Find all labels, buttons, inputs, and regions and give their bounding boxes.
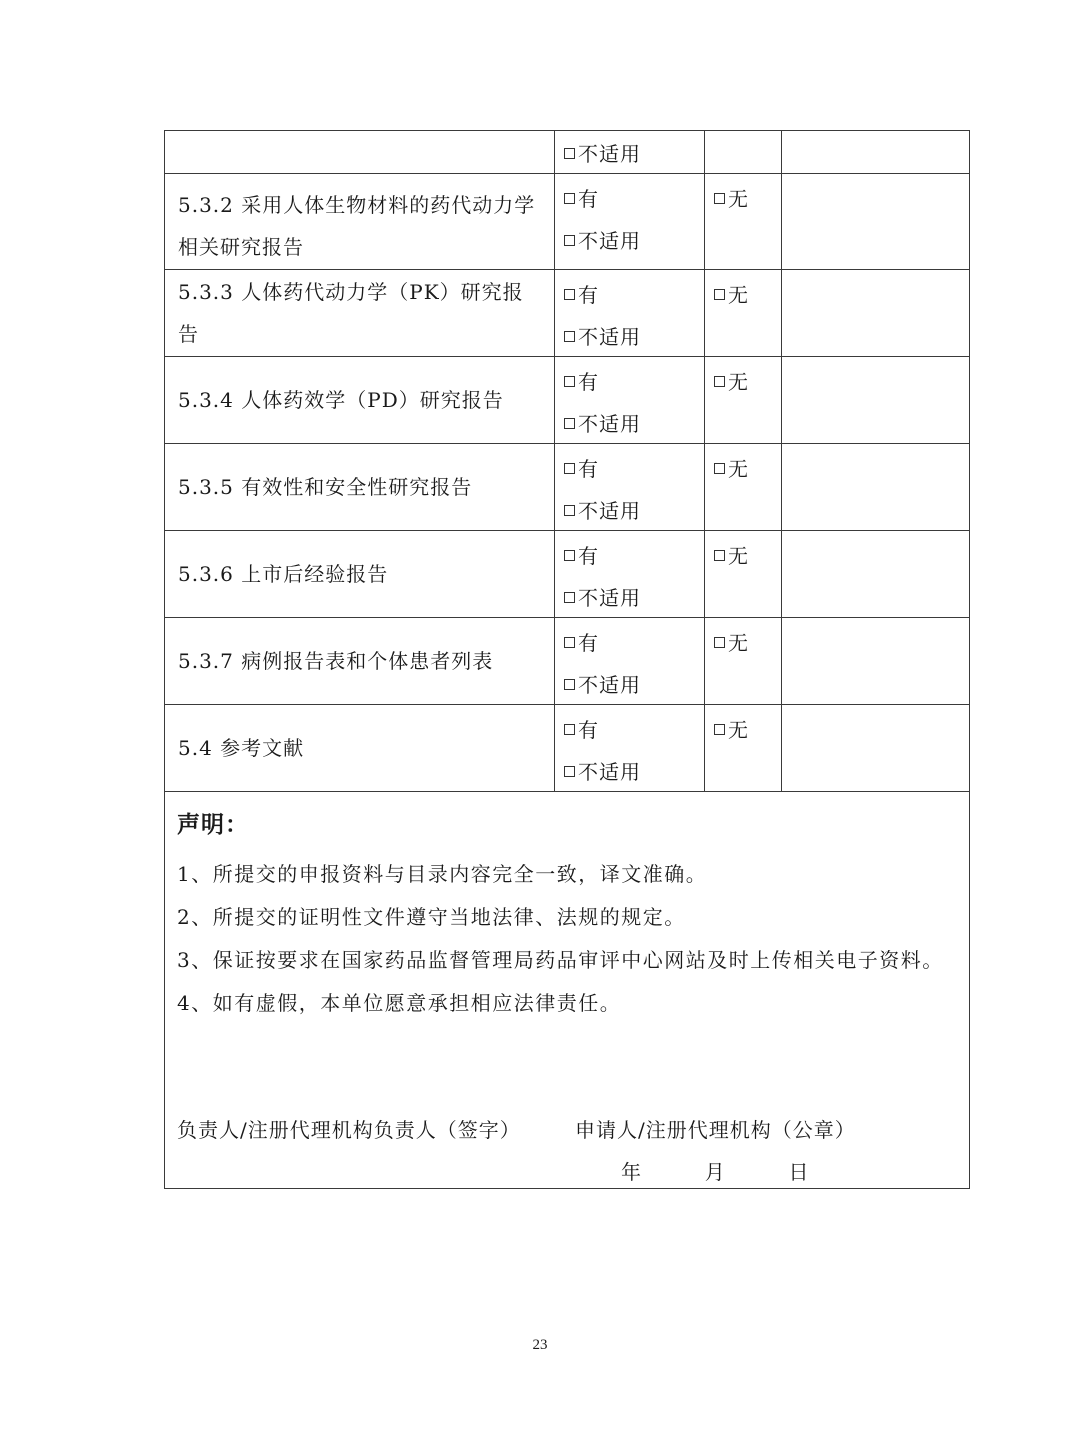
checkbox-icon[interactable] xyxy=(564,235,575,246)
option-label: 不适用 xyxy=(578,141,641,166)
remark-cell xyxy=(782,131,970,174)
option-label: 不适用 xyxy=(578,759,641,784)
option-not-applicable[interactable] xyxy=(555,314,704,356)
options-yes-cell xyxy=(555,131,705,174)
item-label: 5.4 参考文献 xyxy=(178,736,305,760)
table-row xyxy=(165,531,970,618)
options-yes-cell xyxy=(555,174,705,270)
remark-cell xyxy=(782,270,970,357)
option-not-applicable[interactable] xyxy=(555,131,704,173)
signature-applicant-seal: 申请人/注册代理机构（公章） xyxy=(575,1118,856,1142)
checkbox-icon[interactable] xyxy=(714,193,725,204)
options-no-cell xyxy=(705,174,782,270)
declaration-item: 1、所提交的申报资料与目录内容完全一致，译文准确。 xyxy=(177,862,708,886)
options-no-cell xyxy=(705,357,782,444)
options-no-cell xyxy=(705,705,782,792)
option-label: 不适用 xyxy=(578,411,641,436)
options-yes-cell xyxy=(555,618,705,705)
checkbox-icon[interactable] xyxy=(564,376,575,387)
option-label: 有 xyxy=(578,543,599,568)
option-yes[interactable] xyxy=(555,176,704,218)
checkbox-icon[interactable] xyxy=(564,637,575,648)
option-not-applicable[interactable] xyxy=(555,749,704,791)
option-label: 不适用 xyxy=(578,672,641,697)
item-label: 5.3.6 上市后经验报告 xyxy=(178,562,389,586)
item-label: 5.3.2 采用人体生物材料的药代动力学相关研究报告 xyxy=(178,193,536,259)
options-no-cell xyxy=(705,531,782,618)
option-yes[interactable] xyxy=(555,446,704,488)
option-label: 有 xyxy=(578,186,599,211)
checkbox-icon[interactable] xyxy=(564,331,575,342)
option-label: 无 xyxy=(728,186,749,211)
declaration-item: 3、保证按要求在国家药品监督管理局药品审评中心网站及时上传相关电子资料。 xyxy=(177,948,944,972)
option-no[interactable] xyxy=(705,620,781,662)
option-label: 有 xyxy=(578,717,599,742)
options-no-cell xyxy=(705,618,782,705)
table-row xyxy=(165,444,970,531)
options-no-cell xyxy=(705,444,782,531)
checkbox-icon[interactable] xyxy=(714,376,725,387)
declaration-cell xyxy=(165,792,970,1189)
checkbox-icon[interactable] xyxy=(564,418,575,429)
checkbox-icon[interactable] xyxy=(714,637,725,648)
option-yes[interactable] xyxy=(555,620,704,662)
option-not-applicable[interactable] xyxy=(555,575,704,617)
item-cell xyxy=(165,705,555,792)
item-cell xyxy=(165,444,555,531)
option-yes[interactable] xyxy=(555,359,704,401)
option-label: 无 xyxy=(728,456,749,481)
declaration-item: 4、如有虚假，本单位愿意承担相应法律责任。 xyxy=(177,991,622,1015)
remark-cell xyxy=(782,705,970,792)
option-not-applicable[interactable] xyxy=(555,662,704,704)
option-label: 不适用 xyxy=(578,324,641,349)
checkbox-icon[interactable] xyxy=(564,505,575,516)
option-label: 不适用 xyxy=(578,585,641,610)
signature-responsible-person: 负责人/注册代理机构负责人（签字） xyxy=(177,1118,521,1142)
option-no[interactable] xyxy=(705,533,781,575)
option-not-applicable[interactable] xyxy=(555,488,704,530)
option-label: 有 xyxy=(578,369,599,394)
options-yes-cell xyxy=(555,531,705,618)
table-row xyxy=(165,174,970,270)
item-cell xyxy=(165,618,555,705)
remark-cell xyxy=(782,357,970,444)
option-label: 不适用 xyxy=(578,228,641,253)
date-day: 日 xyxy=(788,1160,810,1184)
declaration-title: 声明： xyxy=(177,812,249,838)
option-yes[interactable] xyxy=(555,272,704,314)
options-yes-cell xyxy=(555,357,705,444)
option-label: 无 xyxy=(728,717,749,742)
options-no-cell xyxy=(705,131,782,174)
options-yes-cell xyxy=(555,705,705,792)
item-label: 5.3.3 人体药代动力学（PK）研究报告 xyxy=(178,280,524,346)
option-no[interactable] xyxy=(705,176,781,218)
checkbox-icon[interactable] xyxy=(714,289,725,300)
checkbox-icon[interactable] xyxy=(714,463,725,474)
table-row xyxy=(165,357,970,444)
option-label: 有 xyxy=(578,456,599,481)
option-label: 有 xyxy=(578,630,599,655)
options-yes-cell xyxy=(555,444,705,531)
options-yes-cell xyxy=(555,270,705,357)
item-label: 5.3.4 人体药效学（PD）研究报告 xyxy=(178,388,504,412)
item-cell xyxy=(165,174,555,270)
option-yes[interactable] xyxy=(555,533,704,575)
date-line xyxy=(621,1156,809,1185)
option-no[interactable] xyxy=(705,272,781,314)
remark-cell xyxy=(782,444,970,531)
option-label: 无 xyxy=(728,369,749,394)
option-label: 无 xyxy=(728,630,749,655)
item-cell xyxy=(165,357,555,444)
checkbox-icon[interactable] xyxy=(564,724,575,735)
option-no[interactable] xyxy=(705,446,781,488)
checkbox-icon[interactable] xyxy=(564,463,575,474)
option-not-applicable[interactable] xyxy=(555,218,704,260)
option-label: 无 xyxy=(728,543,749,568)
item-cell xyxy=(165,270,555,357)
checkbox-icon[interactable] xyxy=(714,550,725,561)
remark-cell xyxy=(782,618,970,705)
checkbox-icon[interactable] xyxy=(564,550,575,561)
item-label: 5.3.7 病例报告表和个体患者列表 xyxy=(178,649,494,673)
option-no[interactable] xyxy=(705,707,781,749)
checkbox-icon[interactable] xyxy=(564,592,575,603)
declaration-row xyxy=(165,792,970,1189)
table-row xyxy=(165,270,970,357)
options-no-cell xyxy=(705,270,782,357)
remark-cell xyxy=(782,174,970,270)
checkbox-icon[interactable] xyxy=(564,193,575,204)
item-label: 5.3.5 有效性和安全性研究报告 xyxy=(178,475,473,499)
option-label: 不适用 xyxy=(578,498,641,523)
option-not-applicable[interactable] xyxy=(555,401,704,443)
table-row xyxy=(165,131,970,174)
option-label: 有 xyxy=(578,282,599,307)
date-year: 年 xyxy=(621,1160,642,1184)
checkbox-icon[interactable] xyxy=(564,679,575,690)
checkbox-icon[interactable] xyxy=(714,724,725,735)
table-row xyxy=(165,705,970,792)
option-no[interactable] xyxy=(705,359,781,401)
checkbox-icon[interactable] xyxy=(564,289,575,300)
table-row xyxy=(165,618,970,705)
remark-cell xyxy=(782,531,970,618)
option-label: 无 xyxy=(728,282,749,307)
date-month: 月 xyxy=(704,1160,726,1184)
declaration-item: 2、所提交的证明性文件遵守当地法律、法规的规定。 xyxy=(177,905,686,929)
item-cell xyxy=(165,531,555,618)
item-cell-empty xyxy=(165,131,555,174)
checkbox-icon[interactable] xyxy=(564,148,575,159)
checkbox-icon[interactable] xyxy=(564,766,575,777)
document-checklist-table xyxy=(164,130,970,1189)
page-number: 23 xyxy=(532,1337,548,1353)
option-yes[interactable] xyxy=(555,707,704,749)
